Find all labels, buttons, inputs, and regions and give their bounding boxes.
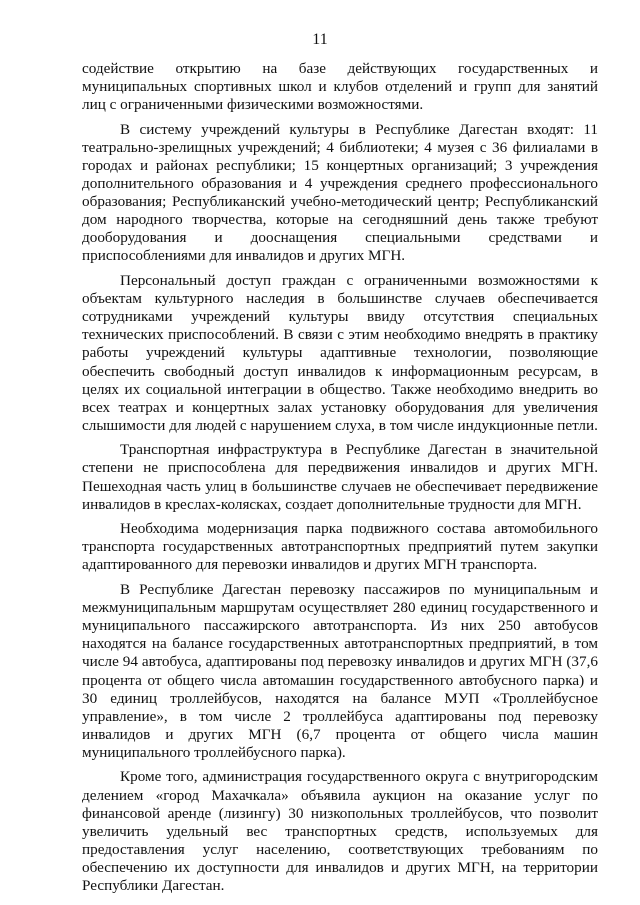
document-body [82, 60, 598, 902]
paragraph-1: содействие открытию на базе действующих государственных и муниципальных спортивных школ и клубов отделений и групп для занятий лиц с ограниченными физическими возможностями. [82, 60, 598, 114]
paragraph-3: Персональный доступ граждан с ограниченными возможностями к объектам культурного наследия в большинстве случаев обеспечивается сотрудниками учреждений культуры ввиду отсутствия специальных технических приспособлений. В связи с этим необходимо внедрять в практику работы учреждений культуры адаптивные технологии, позволяющие обеспечить свободный доступ инвалидов к информационным ресурсам, в целях их социальной интеграции в общество. Также необходимо внедрить во всех театрах и концертных залах установку оборудования для увеличения слышимости для людей с нарушением слуха, в том числе индукционные петли. [82, 272, 598, 434]
paragraph-2: В систему учреждений культуры в Республике Дагестан входят: 11 театрально-зрелищных учреждений; 4 библиотеки; 4 музея с 36 филиалами в городах и районах республики; 15 концертных организаций; 3 учреждения дополнительного образования и 4 учреждения среднего профессионального образования; Республиканский учебно-методический центр; Республиканский дом народного творчества, которые на сегодняшний день также требуют дооборудования и дооснащения специальными средствами и приспособлениями для инвалидов и других МГН. [82, 120, 598, 265]
paragraph-4: Транспортная инфраструктура в Республике Дагестан в значительной степени не приспособлена для передвижения инвалидов и других МГН. Пешеходная часть улиц в большинстве случаев не обеспечивает передвижение инвалидов в креслах-колясках, создает дополнительные трудности для МГН. [82, 441, 598, 513]
paragraph-6: В Республике Дагестан перевозку пассажиров по муниципальным и межмуниципальным маршрутам осуществляет 280 единиц государственного и муниципального пассажирского автотранспорта. Из них 250 автобусов находятся на балансе государственных автотранспортных предприятий, в том числе 94 автобуса, адаптированы под перевозку инвалидов и других МГН (37,6 процента от общего числа автомашин государственного автобусного парка) и 30 единиц троллейбусов, находятся на балансе МУП «Троллейбусное управление», в том числе 2 троллейбуса адаптированы под перевозку инвалидов и других МГН (6,7 процента от общего числа машин муниципального троллейбусного парка). [82, 581, 598, 761]
page-number: 11 [312, 31, 328, 48]
paragraph-7: Кроме того, администрация государственного округа с внутригородским делением «город Махачкала» объявила аукцион на оказание услуг по финансовой аренде (лизингу) 30 низкопольных троллейбусов, что позволит увеличить удельный вес транспортных средств, используемых для предоставления услуг населению, соответствующих требованиям по обеспечению их доступности для инвалидов и других МГН, на территории Республики Дагестан. [82, 768, 598, 895]
paragraph-5: Необходима модернизация парка подвижного состава автомобильного транспорта государственных автотранспортных предприятий путем закупки адаптированного для перевозки инвалидов и других МГН транспорта. [82, 520, 598, 574]
